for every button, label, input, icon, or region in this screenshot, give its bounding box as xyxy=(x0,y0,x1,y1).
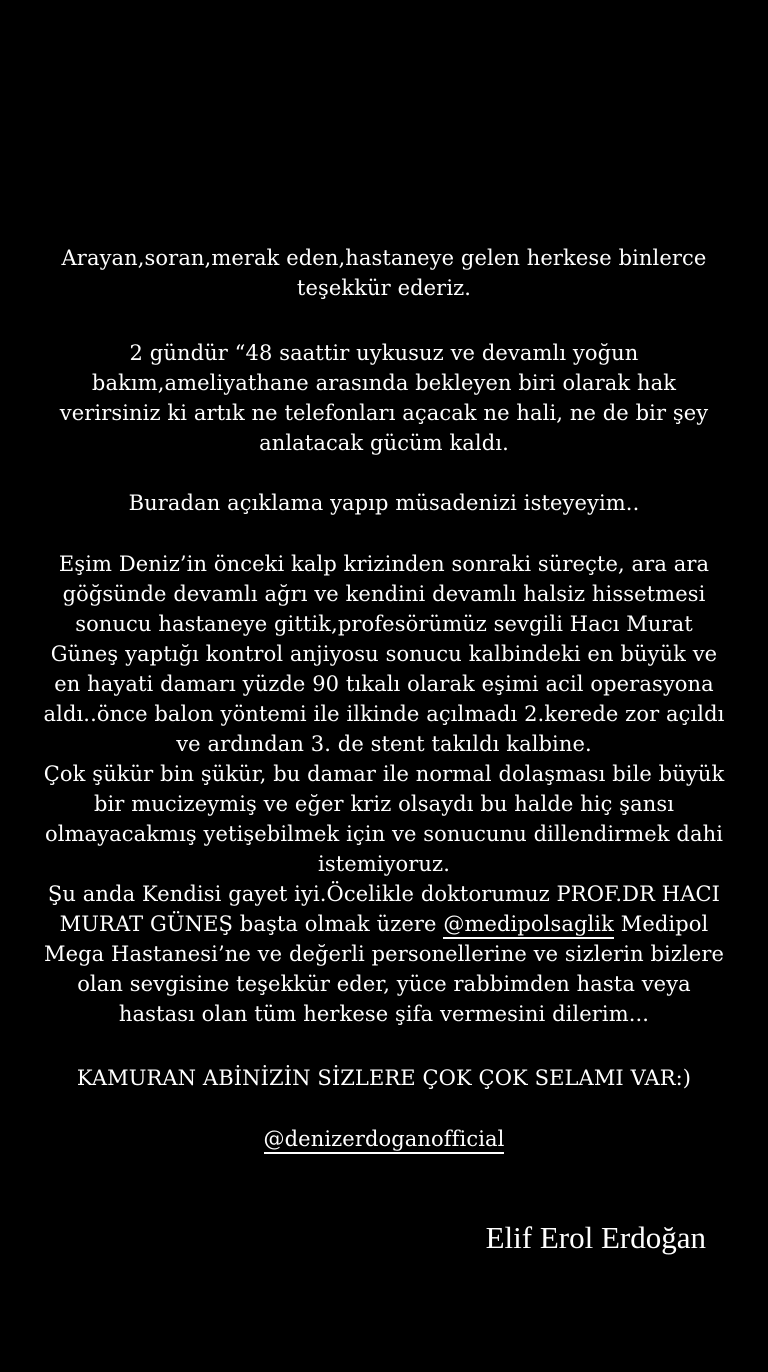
paragraph-greetings: KAMURAN ABİNİZİN SİZLERE ÇOK ÇOK SELAMI VAR:) xyxy=(76,1066,692,1090)
signature: Elif Erol Erdoğan xyxy=(485,1220,706,1255)
medical-story-part2: Çok şükür bin şükür, bu damar ile normal dolaşması bile büyük bir mucizeymiş ve eğer kriz olsaydı bu halde hiç şansı olmayacakmış yetişebilmek için ve sonucunu dillendirmek dahi istemiyoruz. xyxy=(43,762,725,876)
medical-story-part1: Eşim Deniz’in önceki kalp krizinden sonraki süreçte, ara ara göğsünde devamlı ağrı ve kendini devamlı halsiz hissetmesi sonucu hastaneye gittik,profesörümüz sevgili Hacı Murat Güneş yaptığı kontrol anjiyosu sonucu kalbindeki en büyük ve en hayati damarı yüzde 90 tıkalı olarak eşimi acil operasyona aldı..önce balon yöntemi ile ilkinde açılmadı 2.kerede zor açıldı ve ardından 3. de stent takıldı kalbine. xyxy=(43,552,725,756)
mention-line xyxy=(40,1124,728,1154)
medical-story-part3-before: Şu anda Kendisi gayet iyi.Öcelikle doktorumuz PROF.DR HACI MURAT GÜNEŞ başta olmak üzere xyxy=(47,882,721,936)
medical-story-part3-after: Medipol Mega Hastanesi’ne ve değerli personellerine ve sizlerin bizlere olan sevgisine teşekkür eder, yüce rabbimden hasta veya hastası olan tüm herkese şifa vermesini dilerim... xyxy=(43,912,725,1026)
paragraph-statement: Buradan açıklama yapıp müsadenizi isteyeyim.. xyxy=(128,491,640,515)
mention-denizerdoganofficial[interactable]: @denizerdoganofficial xyxy=(264,1127,505,1154)
paragraph-thanks: Arayan,soran,merak eden,hastaneye gelen herkese binlerce teşekkür ederiz. xyxy=(61,246,707,300)
paragraph-medical-story xyxy=(40,549,728,1029)
mention-medipolsaglik[interactable]: @medipolsaglik xyxy=(443,912,614,939)
paragraph-sleepless: 2 gündür “48 saattir uykusuz ve devamlı yoğun bakım,ameliyathane arasında bekleyen biri olarak hak verirsiniz ki artık ne telefonları açacak ne hali, ne de bir şey anlatacak gücüm kaldı. xyxy=(59,341,709,455)
